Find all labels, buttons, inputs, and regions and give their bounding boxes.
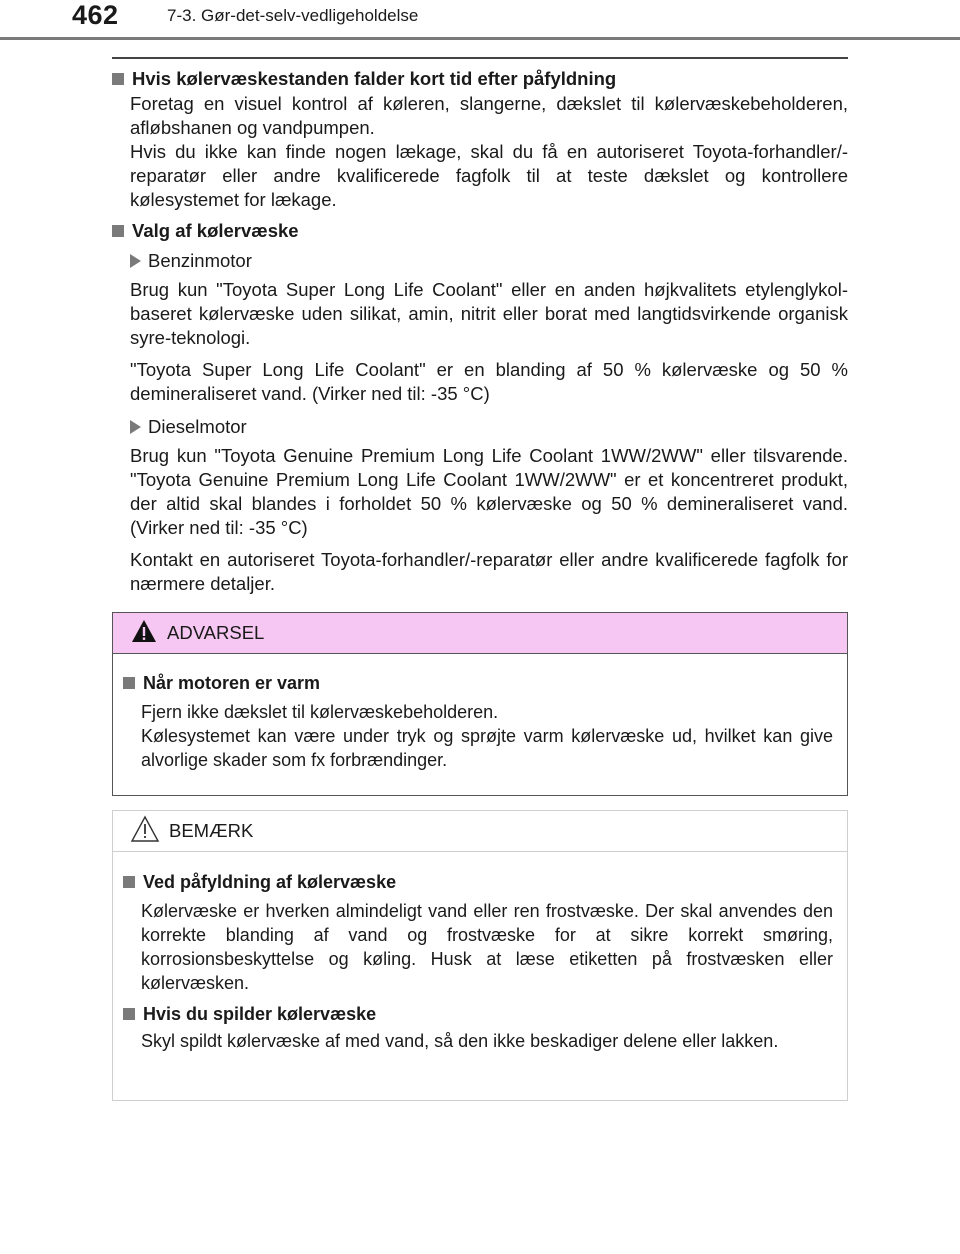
heading-text: Hvis kølervæskestanden falder kort tid efter påfyldning — [132, 68, 617, 89]
notice-heading-refill — [123, 869, 833, 895]
paragraph: "Toyota Super Long Life Coolant" er en blanding af 50 % kølervæske og 50 % demineraliseret vand. (Virker ned til: -35 °C) — [130, 359, 848, 404]
section-heading-coolant — [112, 218, 848, 244]
paragraph: Skyl spildt kølervæske af med vand, så den ikke beskadiger delene eller lakken. — [141, 1031, 779, 1051]
heading-text: Når motoren er varm — [143, 673, 321, 693]
paragraph: Kølervæske er hverken almindeligt vand eller ren frostvæske. Der skal anvendes den korrekte blanding af vand og frostvæske for at sikre korrekt smøring, korrosionsbeskyttelse og køling. Husk at læse etiketten på frostvæsken eller kølervæsken. — [141, 901, 833, 993]
paragraph: Kontakt en autoriseret Toyota-forhandler/-reparatør eller andre kvalificerede fagfolk for nærmere detaljer. — [130, 549, 848, 594]
warning-triangle-icon — [131, 619, 157, 648]
header-divider — [0, 37, 960, 40]
section-title: 7-3. Gør-det-selv-vedligeholdelse — [167, 6, 419, 25]
subheading-petrol — [130, 248, 848, 274]
paragraph: Foretag en visuel kontrol af køleren, slangerne, dækslet til kølervæskebeholderen, afløbshanen og vandpumpen. — [130, 93, 848, 138]
notice-box — [112, 810, 848, 1101]
notice-box-header — [113, 811, 847, 852]
subheading-diesel — [130, 414, 848, 440]
page-header — [0, 0, 960, 40]
paragraph: Hvis du ikke kan finde nogen lækage, skal du få en autoriseret Toyota-forhandler/-reparatør eller andre kvalificerede fagfolk til at teste dækslet og kontrollere kølesystemet for lækage. — [130, 141, 848, 210]
triangle-bullet-icon — [130, 254, 141, 268]
content-divider — [112, 57, 848, 59]
page-number: 462 — [72, 0, 119, 30]
notice-label: BEMÆRK — [169, 820, 254, 841]
paragraph: Kølesystemet kan være under tryk og sprøjte varm kølervæske ud, hvilket kan give alvorlige skader som fx forbrændinger. — [141, 726, 833, 770]
triangle-bullet-icon — [130, 420, 141, 434]
paragraph: Brug kun "Toyota Genuine Premium Long Life Coolant 1WW/2WW" eller tilsvarende. "Toyota Genuine Premium Long Life Coolant 1WW/2WW" er et koncentreret produkt, der altid skal blandes i forholdet 50 % kølervæske og 50 % demineraliseret vand. (Virker ned til: -35 °C) — [130, 445, 848, 538]
heading-text: Valg af kølervæske — [132, 220, 299, 241]
warning-box-header — [113, 613, 847, 654]
section-heading-leak — [112, 66, 848, 92]
main-content — [112, 66, 848, 596]
paragraph: Fjern ikke dækslet til kølervæskebeholderen. — [141, 702, 499, 722]
square-bullet-icon — [112, 225, 124, 237]
warning-heading — [123, 670, 833, 696]
warning-label: ADVARSEL — [167, 622, 265, 643]
heading-text: Hvis du spilder kølervæske — [143, 1004, 377, 1024]
square-bullet-icon — [123, 876, 135, 888]
warning-body — [113, 654, 847, 772]
square-bullet-icon — [112, 73, 124, 85]
notice-heading-spill — [123, 1001, 833, 1027]
square-bullet-icon — [123, 1008, 135, 1020]
subheading-text: Dieselmotor — [148, 416, 247, 437]
paragraph: Brug kun "Toyota Super Long Life Coolant" eller en anden højkvalitets etylenglykol-baseret kølervæske uden silikat, amin, nitrit eller borat med langtidsvirkende organisk syre-teknologi. — [130, 279, 848, 348]
notice-triangle-icon — [131, 815, 159, 848]
subheading-text: Benzinmotor — [148, 250, 252, 271]
notice-body — [113, 852, 847, 1053]
warning-box — [112, 612, 848, 796]
square-bullet-icon — [123, 677, 135, 689]
heading-text: Ved påfyldning af kølervæske — [143, 872, 397, 892]
